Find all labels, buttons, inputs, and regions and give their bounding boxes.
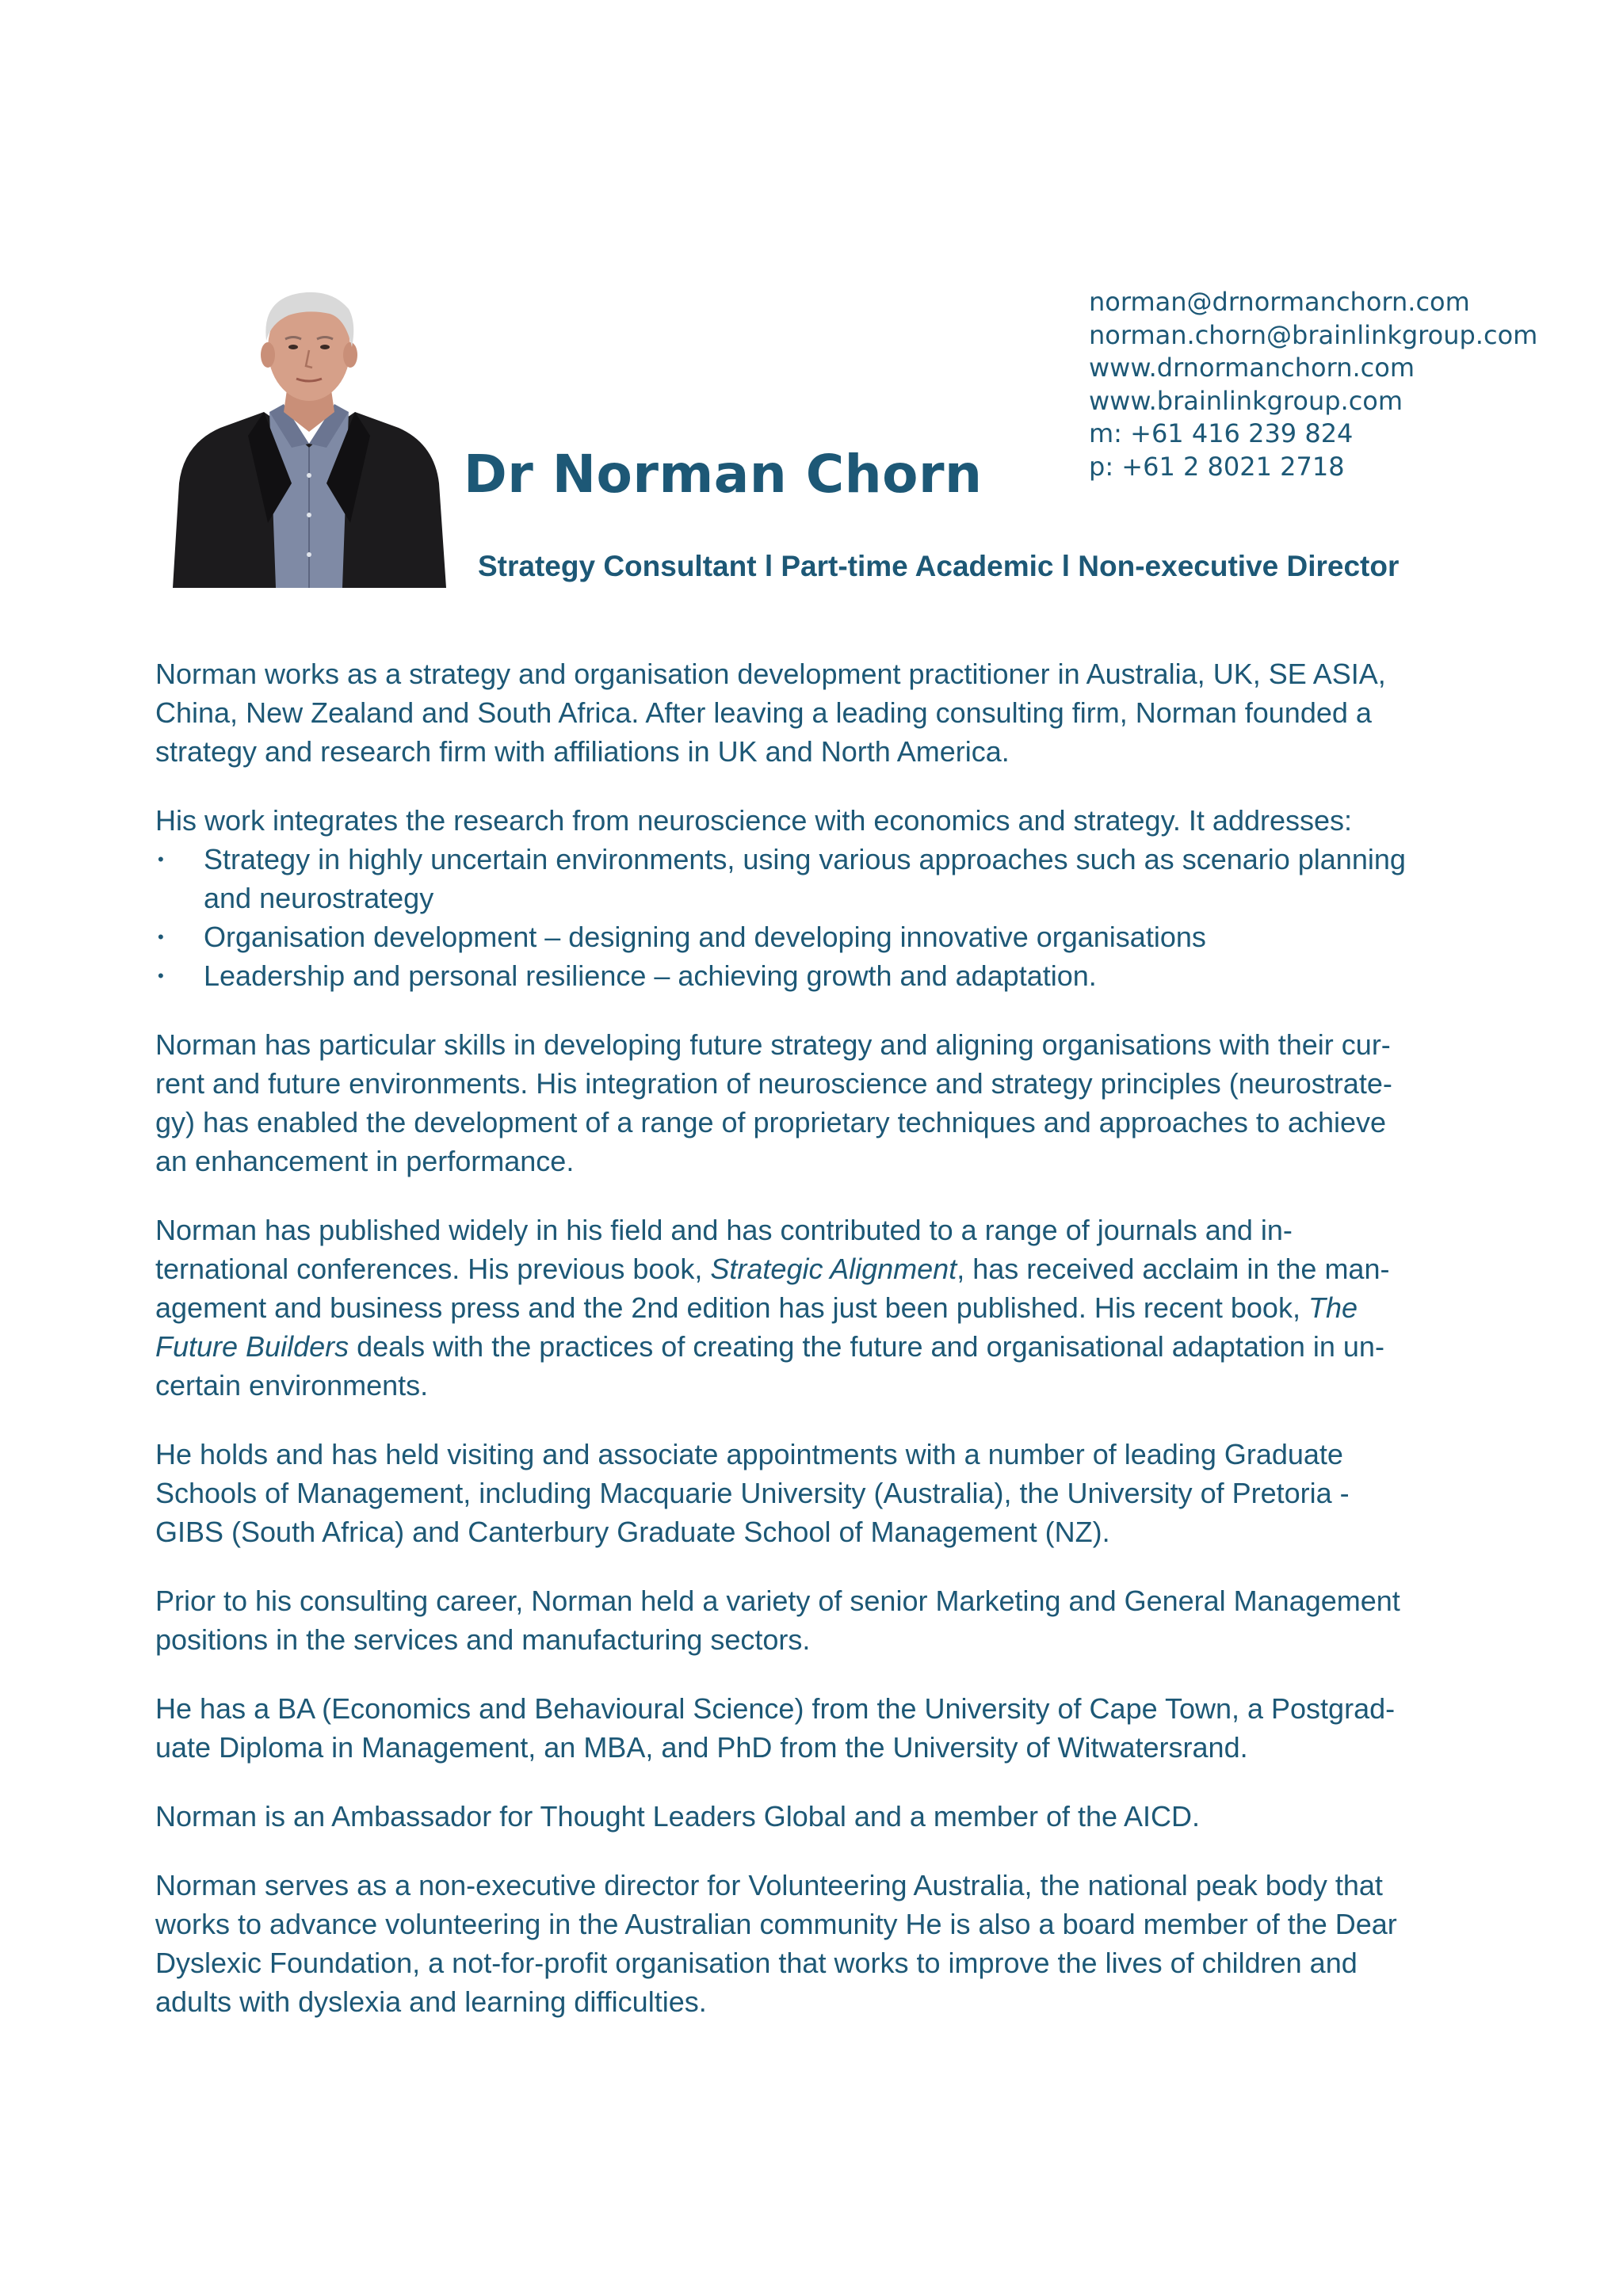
text-line: He holds and has held visiting and associate appointments with a number of leading Graduate [155, 1438, 1343, 1470]
text-line: Schools of Management, including Macquarie University (Australia), the University of Pretoria - [155, 1477, 1350, 1509]
text-line: positions in the services and manufacturing sectors. [155, 1623, 811, 1656]
list-item [155, 917, 1487, 956]
text-line: Norman is an Ambassador for Thought Leaders Global and a member of the AICD. [155, 1800, 1201, 1833]
paragraph-ambassador [155, 1797, 1487, 1836]
text-line: and neurostrategy [204, 882, 434, 914]
paragraph-education [155, 1689, 1487, 1767]
text-line: China, New Zealand and South Africa. After leaving a leading consulting firm, Norman founded a [155, 696, 1372, 729]
page-title: Dr Norman Chorn [464, 444, 983, 505]
text-line: adults with dyslexia and learning difficulties. [155, 1985, 707, 2018]
book-title: The [1308, 1291, 1358, 1324]
text-line: He has a BA (Economics and Behavioural Science) from the University of Cape Town, a Postgrad- [155, 1692, 1396, 1725]
phone-number: p: +61 2 8021 2718 [1089, 451, 1345, 482]
list-item [155, 840, 1487, 917]
text-line [155, 1249, 1487, 1288]
bullet-icon: • [158, 927, 164, 947]
text-line: Dyslexic Foundation, a not-for-profit organisation that works to improve the lives of children and [155, 1947, 1358, 1979]
text-fragment: agement and business press and the 2nd edition has just been published. His recent book, [155, 1291, 1308, 1324]
biography [155, 654, 1487, 2051]
paragraph-intro [155, 654, 1487, 771]
bullet-icon: • [158, 849, 164, 869]
text-fragment: , has received acclaim in the man- [957, 1253, 1390, 1285]
text-line: Norman has particular skills in developing future strategy and aligning organisations with their cur- [155, 1028, 1391, 1061]
text-line: strategy and research firm with affiliations in UK and North America. [155, 735, 1010, 768]
email-link[interactable]: norman@drnormanchorn.com [1089, 287, 1470, 317]
text-line: uate Diploma in Management, an MBA, and PhD from the University of Witwatersrand. [155, 1731, 1248, 1764]
text-line: Organisation development – designing and developing innovative organisations [204, 921, 1206, 953]
bullet-list [155, 840, 1487, 995]
text-line: rent and future environments. His integration of neuroscience and strategy principles (neurostrate- [155, 1067, 1392, 1100]
website-link[interactable]: www.drnormanchorn.com [1089, 353, 1415, 383]
contact-block [1089, 286, 1537, 483]
text-line: gy) has enabled the development of a range of proprietary techniques and approaches to achieve [155, 1106, 1387, 1138]
tagline: Strategy Consultant l Part-time Academic l Non-executive Director [478, 550, 1400, 582]
list-item [155, 956, 1487, 995]
paragraph-career [155, 1581, 1487, 1659]
text-line: Strategy in highly uncertain environments, using various approaches such as scenario planning [204, 843, 1406, 875]
book-title: Future Builders [155, 1330, 349, 1363]
paragraph-boards [155, 1866, 1487, 2021]
text-fragment: ternational conferences. His previous book, [155, 1253, 711, 1285]
book-title: Strategic Alignment [710, 1253, 957, 1285]
paragraph-skills [155, 1025, 1487, 1180]
text-line: Leadership and personal resilience – achieving growth and adaptation. [204, 959, 1097, 992]
email-link[interactable]: norman.chorn@brainlinkgroup.com [1089, 319, 1538, 350]
text-line: Norman has published widely in his field and has contributed to a range of journals and in- [155, 1214, 1293, 1246]
text-fragment: deals with the practices of creating the future and organisational adaptation in un- [349, 1330, 1384, 1363]
text-line: GIBS (South Africa) and Canterbury Graduate School of Management (NZ). [155, 1516, 1110, 1548]
text-line: an enhancement in performance. [155, 1145, 575, 1177]
text-line: Prior to his consulting career, Norman held a variety of senior Marketing and General Management [155, 1585, 1400, 1617]
mobile-number: m: +61 416 239 824 [1089, 418, 1354, 448]
text-line: Norman serves as a non-executive director for Volunteering Australia, the national peak body that [155, 1869, 1383, 1901]
text-line [155, 1288, 1487, 1327]
text-line: certain environments. [155, 1369, 429, 1402]
bullet-icon: • [158, 966, 164, 986]
website-link[interactable]: www.brainlinkgroup.com [1089, 385, 1403, 416]
paragraph-work [155, 801, 1487, 995]
paragraph-appointments [155, 1435, 1487, 1551]
text-line: works to advance volunteering in the Australian community He is also a board member of the Dear [155, 1908, 1397, 1940]
text-line: Norman works as a strategy and organisation development practitioner in Australia, UK, SE ASIA, [155, 658, 1386, 690]
text-line: His work integrates the research from neuroscience with economics and strategy. It addresses: [155, 804, 1353, 837]
portrait-photo [173, 285, 446, 588]
text-line [155, 1327, 1487, 1366]
paragraph-publications [155, 1211, 1487, 1405]
